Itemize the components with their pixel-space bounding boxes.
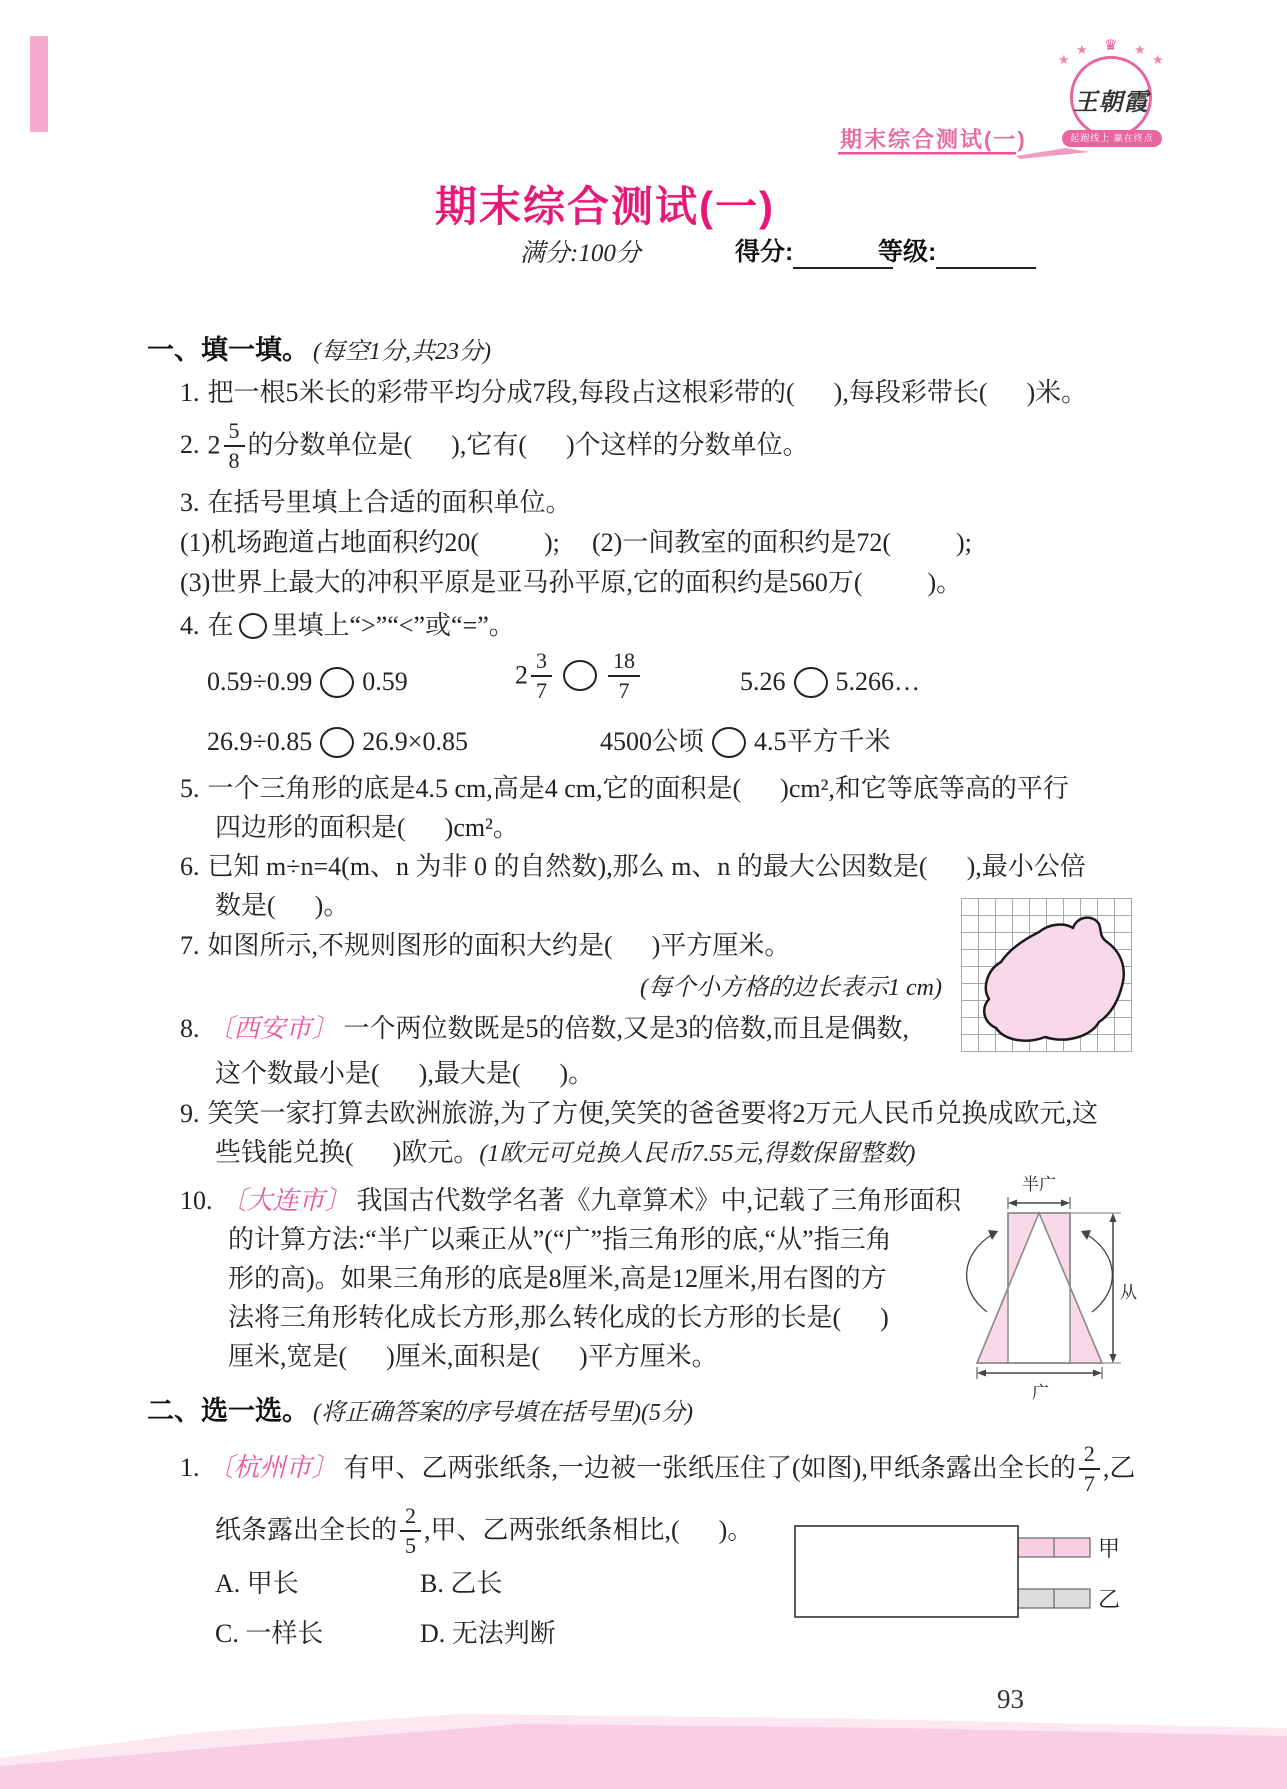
question-2-number: 2. [180, 430, 200, 460]
brand-name: 王朝霞 [1073, 90, 1149, 116]
section-1-note: (每空1分,共23分) [313, 339, 491, 365]
compare-1-right: 0.59 [362, 667, 408, 696]
question-5-text-1: 一个三角形的底是4.5 cm,高是4 cm,它的面积是( )cm²,和它等底等高的平行 [207, 774, 1069, 803]
option-b: B. 乙长 [420, 1569, 503, 1598]
rotate-arrow-right [1086, 1234, 1112, 1312]
compare-5-left: 4500公顷 [600, 727, 705, 756]
question-1-number: 1. [180, 378, 200, 407]
star-icon: ★ [1058, 52, 1070, 67]
question-4 [180, 610, 515, 643]
strip-jia-label: 甲 [1098, 1536, 1121, 1561]
paper-strips-figure [790, 1498, 1140, 1628]
left-accent-bar [30, 36, 48, 132]
compare-item-5 [600, 726, 891, 760]
s2-question-1-number: 1. [180, 1453, 200, 1483]
ribbon-left-text: 起跑线上 [1070, 133, 1111, 143]
compare-1-left: 0.59÷0.99 [207, 667, 313, 696]
triangle-rectangle-figure [950, 1170, 1145, 1405]
question-7 [180, 930, 790, 963]
ribbon-right-text: 赢在终点 [1113, 133, 1154, 143]
covering-paper [795, 1526, 1018, 1617]
compare-item-1 [207, 666, 408, 700]
section-2-title: 选一选。 [201, 1396, 309, 1426]
rotate-arrow-left [967, 1234, 993, 1312]
compare-circle-icon [320, 727, 354, 758]
question-7-note: (每个小方格的边长表示1 cm) [640, 975, 942, 1001]
option-c: C. 一样长 [215, 1619, 324, 1648]
compare-3-left: 5.26 [740, 667, 786, 696]
question-10-line-2: 的计算方法:“半广以乘正从”(“广”指三角形的底,“从”指三角 [228, 1225, 892, 1254]
s2-question-1-text-1: 有甲、乙两张纸条,一边被一张纸压住了(如图),甲纸条露出全长的 [343, 1453, 1076, 1483]
question-10-number: 10. [180, 1186, 213, 1215]
fraction-3-7: $\frac{3}{7}$ [531, 648, 552, 703]
question-9-number: 9. [180, 1099, 200, 1128]
s2-question-1-line-1 [180, 1443, 1135, 1498]
question-10-line-5: 厘米,宽是( )厘米,面积是( )平方厘米。 [228, 1342, 718, 1371]
grade-label: 等级: [878, 238, 937, 266]
fraction-2-7: $\frac{2}{7}$ [1079, 1441, 1100, 1496]
s2-question-1-city-tag: 〔杭州市〕 [207, 1453, 338, 1483]
compare-circle-icon [563, 660, 597, 691]
score-field [735, 236, 893, 269]
s2-question-1-text-2: 纸条露出全长的 [215, 1515, 398, 1545]
question-3-sub-1: (1)机场跑道占地面积约20( ); [180, 528, 560, 557]
s2-question-1-text-1b: ,乙 [1102, 1453, 1136, 1483]
question-4-pre: 在 [207, 611, 234, 640]
question-9-text-2: 些钱能兑换( )欧元。 [215, 1138, 480, 1167]
question-3 [180, 487, 572, 520]
compare-4-right: 26.9×0.85 [362, 727, 468, 756]
section-1-title: 填一填。 [201, 335, 309, 365]
question-8-line-1 [180, 1013, 909, 1046]
brand-logo [1056, 38, 1172, 160]
fraction-5-8: $\frac{5}{8}$ [224, 418, 245, 473]
star-icon: ★ [1134, 42, 1146, 57]
question-8-number: 8. [180, 1014, 200, 1043]
compare-4-left: 26.9÷0.85 [207, 727, 313, 756]
full-score-label: 满分:100分 [520, 240, 641, 267]
question-5-line-1 [180, 773, 1069, 806]
base-label: 广 [1032, 1383, 1049, 1402]
section-2-note: (将正确答案的序号填在括号里)(5分) [313, 1400, 693, 1426]
grade-blank [936, 243, 1036, 269]
question-10-line-1 [180, 1185, 961, 1218]
question-10-line-4: 法将三角形转化成长方形,那么转化成的长方形的长是( ) [228, 1303, 889, 1332]
compare-circle-icon [239, 613, 267, 639]
s2-question-1-line-2 [215, 1505, 753, 1560]
crown-icon: ♛ [1104, 38, 1118, 54]
question-3-sub-3: (3)世界上最大的冲积平原是亚马孙平原,它的面积约是560万( )。 [180, 568, 963, 597]
compare-5-right: 4.5平方千米 [754, 727, 891, 756]
height-label: 从 [1120, 1283, 1137, 1302]
footer-band [0, 1700, 1287, 1789]
compare-circle-icon [794, 667, 828, 698]
question-9-line-2 [215, 1137, 915, 1170]
mixed-number-whole: 2 [207, 430, 221, 460]
question-9-text-1: 笑笑一家打算去欧洲旅游,为了方便,笑笑的爸爸要将2万元人民币兑换成欧元,这 [207, 1099, 1099, 1128]
question-8-text-1: 一个两位数既是5的倍数,又是3的倍数,而且是偶数, [343, 1014, 910, 1043]
question-2-text: 的分数单位是( ),它有( )个这样的分数单位。 [247, 430, 809, 460]
question-3-sub-2: (2)一间教室的面积约是72( ); [592, 528, 972, 557]
header-underline-swoosh [838, 147, 1093, 163]
section-2-number: 二、 [147, 1396, 201, 1426]
question-6-number: 6. [180, 852, 200, 881]
question-6-line-1 [180, 851, 1086, 884]
question-6-line-2: 数是( )。 [215, 891, 350, 920]
option-a: A. 甲长 [215, 1569, 299, 1598]
compare-circle-icon [320, 667, 354, 698]
section-1-heading [147, 334, 491, 368]
question-5-line-2: 四边形的面积是( )cm²。 [215, 813, 519, 842]
score-label: 得分: [735, 238, 794, 266]
question-4-post: 里填上“>”“<”或“=”。 [271, 611, 515, 640]
question-1-text: 把一根5米长的彩带平均分成7段,每段占这根彩带的( ),每段彩带长( )米。 [207, 378, 1088, 407]
compare-item-2 [515, 650, 643, 705]
star-icon: ★ [1076, 42, 1088, 57]
question-8-city-tag: 〔西安市〕 [207, 1014, 338, 1043]
section-2-heading [147, 1395, 693, 1429]
fraction-2-5: $\frac{2}{5}$ [400, 1503, 421, 1558]
question-8-line-2: 这个数最小是( ),最大是( )。 [215, 1059, 595, 1088]
question-6-text-1: 已知 m÷n=4(m、n 为非 0 的自然数),那么 m、n 的最大公因数是( ),最小公倍 [207, 852, 1086, 881]
s2-question-1-text-2b: ,甲、乙两张纸条相比,( )。 [424, 1515, 754, 1545]
fraction-18-7: $\frac{18}{7}$ [608, 648, 640, 703]
question-10-line-3: 形的高)。如果三角形的底是8厘米,高是12厘米,用右图的方 [228, 1264, 887, 1293]
question-3-text: 在括号里填上合适的面积单位。 [207, 488, 572, 517]
grade-field [878, 236, 1036, 269]
half-base-label: 半广 [1022, 1175, 1056, 1194]
question-7-text: 如图所示,不规则图形的面积大约是( )平方厘米。 [207, 931, 791, 960]
question-7-number: 7. [180, 931, 200, 960]
question-9-line-1 [180, 1098, 1098, 1131]
page-number: 93 [997, 1684, 1024, 1714]
compare-item-4 [207, 726, 468, 760]
compare-item-3 [740, 666, 920, 700]
irregular-shape [961, 898, 1132, 1052]
compare-2-whole: 2 [515, 660, 528, 690]
question-4-number: 4. [180, 611, 200, 640]
page-title: 期末综合测试(一) [435, 183, 775, 230]
question-10-text-1: 我国古代数学名著《九章算术》中,记载了三角形面积 [356, 1186, 962, 1215]
strip-yi-label: 乙 [1098, 1587, 1121, 1612]
question-2 [180, 420, 809, 475]
grid-figure [961, 898, 1132, 1052]
compare-circle-icon [712, 727, 746, 758]
question-5-number: 5. [180, 774, 200, 803]
star-icon: ★ [1152, 52, 1164, 67]
running-title: 期末综合测试(一) [840, 127, 1027, 152]
question-1 [180, 377, 1087, 410]
question-10-city-tag: 〔大连市〕 [220, 1186, 351, 1215]
logo-ribbon [1062, 130, 1162, 147]
question-3-number: 3. [180, 488, 200, 517]
compare-3-right: 5.266… [835, 667, 920, 696]
question-9-note: (1欧元可兑换人民币7.55元,得数保留整数) [479, 1141, 916, 1167]
section-1-number: 一、 [147, 335, 201, 365]
option-d: D. 无法判断 [420, 1619, 556, 1648]
